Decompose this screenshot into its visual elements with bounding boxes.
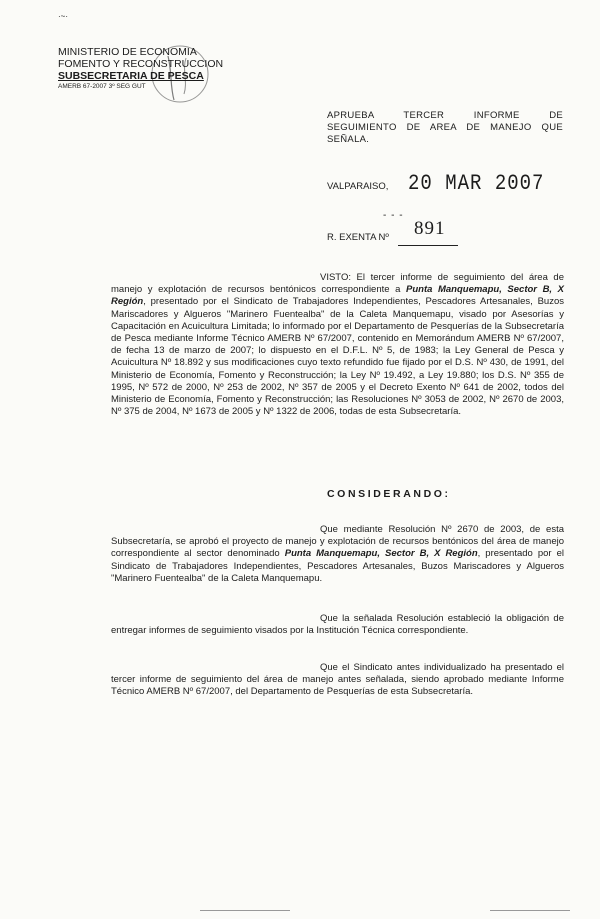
visto-lead: VISTO: [320,272,357,283]
subsecretaria-name: SUBSECRETARIA DE PESCA [58,70,204,82]
number-underline [398,245,458,246]
considerando-paragraph-1 [111,524,564,585]
p1-text-1: Que mediante Resolución Nº 2670 de 2003, de esta Subsecretaría, se aprobó el proyecto de manejo y explotación de recursos bentónicos del área de manejo correspondiente al sector denominado [111,524,564,560]
title-line-3: SEÑALA. [327,134,370,145]
visto-text-1: El tercer informe de seguimiento del área de manejo y explotación de recursos bentónicos correspondiente a [111,272,564,296]
visto-text-2: , presentado por el Sindicato de Trabajadores Independientes, Pescadores Artesanales, Buzos Mariscadores y Algueros "Marinero Fuentealba" de la Caleta Manquemapu, visado por Asesorías y Capacitación en Acuicultura Limitada; lo informado por el Departamento de Pesquerías de la Subsecretaría de Pesca mediante Informe Técnico AMERB Nº 67/2007, contenido en Memorándum AMERB Nº 67/2007, de fecha 13 de marzo de 2007; lo dispuesto en el D.F.L. Nº 5, de 1983; la Ley General de Pesca y Acuicultura Nº 18.892 y sus modificaciones cuyo texto refundido fue fijado por el D.S. Nº 430, de 1991, del Ministerio de Economía, Fomento y Reconstrucción; la Ley Nº 19.492, a Ley 19.880; los D.S. Nº 355 de 1995, Nº 572 de 2000, Nº 253 de 2002, Nº 357 de 2005 y el Decreto Exento Nº 641 de 2002, todos del Ministerio de Economía, Fomento y Reconstrucción; las Resoluciones Nº 3053 de 2002, Nº 2670 de 2003, Nº 375 de 2004, Nº 1673 de 2005 y Nº 1322 de 2006, todas de esta Subsecretaría. [111,296,564,418]
number-dashes: - - - [383,210,404,221]
visto-paragraph [111,272,564,418]
place-label: VALPARAISO, [327,181,389,192]
p1-area-name: Punta Manquemapu, Sector B, X Región [284,548,478,560]
ministry-name: MINISTERIO DE ECONOMIA [58,46,197,58]
date-stamp: 20 MAR 2007 [408,170,545,196]
footer-mark-left [200,910,290,911]
resolution-label: R. EXENTA Nº [327,232,389,243]
considerando-heading: CONSIDERANDO: [327,488,451,500]
resolution-number: 891 [414,218,446,239]
title-line-1: APRUEBA TERCER INFORME DE [327,110,563,121]
title-line-2: SEGUIMIENTO DE AREA DE MANEJO QUE [327,122,563,133]
p2-text: Que la señalada Resolución estableció la obligación de entregar informes de seguimiento visados por la Institución Técnica correspondiente. [111,613,564,637]
file-reference: AMERB 67-2007 3º SEG GUT [58,83,146,90]
ministry-name-line2: FOMENTO Y RECONSTRUCCION [58,58,224,70]
letterhead [58,46,268,91]
footer-mark-right [490,910,570,911]
considerando-paragraph-2 [111,613,564,637]
considerando-paragraph-3 [111,662,564,699]
p3-text: Que el Sindicato antes individualizado ha presentado el tercer informe de seguimiento del área de manejo antes señalada, siendo aprobado mediante Informe Técnico AMERB Nº 67/2007, del Departamento de Pesquerías de esta Subsecretaría. [111,662,564,698]
p1-text-2: , presentado por el Sindicato de Trabajadores Independientes, Pescadores Artesanales, Buzos Mariscadores y Algueros "Marinero Fuentealba" de la Caleta Manquemapu. [111,548,564,584]
resolution-title [327,110,563,146]
scan-mark: ·~· [58,12,68,21]
visto-area-name: Punta Manquemapu, Sector B, X Región [111,284,564,308]
